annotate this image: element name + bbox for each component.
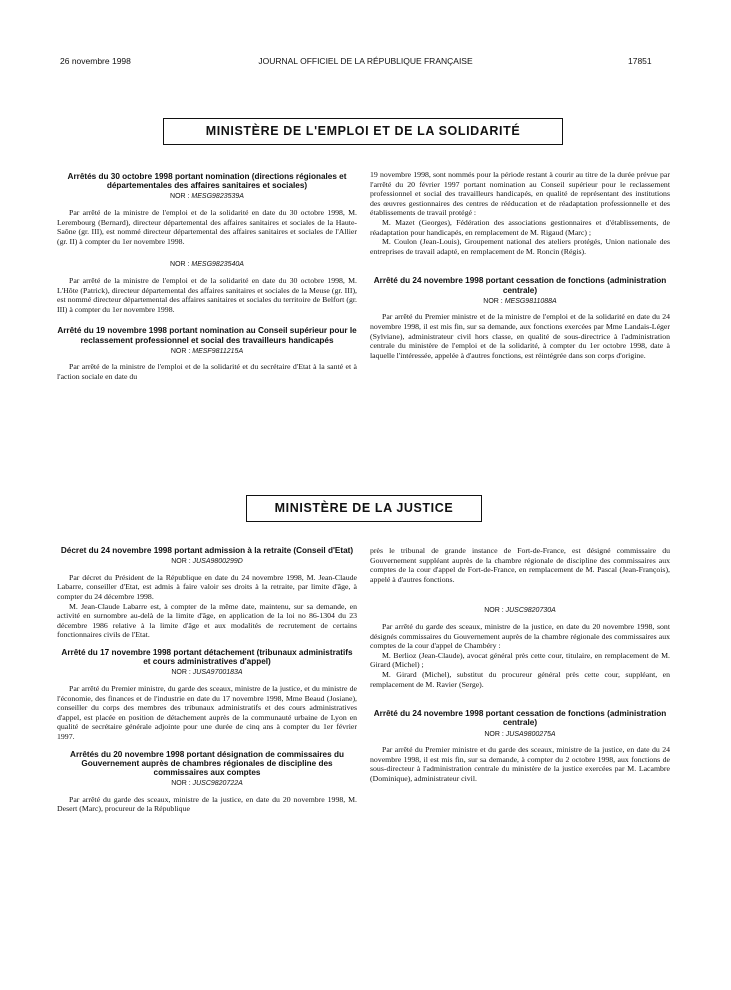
article-body: Par décret du Président de la République en date du 24 novembre 1998, M. Jean-Claude Labarre, conseiller d'Etat, est admis à faire valoir ses droits à la retraite, par limite d'âge, à compter du 24 décembre 1998. [57,572,357,601]
article-body: Par arrêté de la ministre de l'emploi et de la solidarité et du secrétaire d'Etat à la santé et à l'action sociale en date du [57,362,357,381]
article-body: Par arrêté du garde des sceaux, ministre de la justice, en date du 20 novembre 1998, sont désignés commissaires du Gouvernement auprès de la chambre régionale des commissaires aux comptes de la cour d'appel de Chambéry : [370,621,670,651]
column-left-2 [57,546,357,814]
article-body: Par arrêté du Premier ministre et du garde des sceaux, ministre de la justice, en date du 24 novembre 1998, il est mis fin, sur sa demande, à compter du 2 octobre 1998, aux fonctions de sous-directeur à l'administration centrale du ministère de la justice exercées par M. Lacambre (Dominique), administrateur civil. [370,745,670,783]
nor-reference: NOR : JUSC9820730A [484,607,556,615]
article-body: Par arrêté de la ministre de l'emploi et de la solidarité en date du 30 octobre 1998, M. Lerembourg (Bernard), directeur départemental des affaires sanitaires et sociales de la Haute-Saône (gr. III), est nommé directeur départemental des affaires sanitaires et sociales de l'Allier (gr. II) à compter du 1er novembre 1998. [57,208,357,246]
nor-reference: NOR : JUSC9820722A [171,780,243,788]
article-continuation: près le tribunal de grande instance de Fort-de-France, est désigné commissaire du Gouvernement suppléant auprès de la chambre régionale de discipline des commissaires aux comptes de la cour d'appel de Fort-de-France, en remplacement de M. Pascal (Jean-François), appelé à d'autres fonctions. [370,546,670,584]
article-title: Arrêtés du 20 novembre 1998 portant désignation de commissaires du Gouvernement auprès de chambres régionales de discipline des commissaires aux comptes [70,749,344,777]
nor-reference: NOR : MESG9823540A [170,261,244,269]
ministry-title-justice: MINISTÈRE DE LA JUSTICE [246,495,482,522]
article-body: M. Jean-Claude Labarre est, à compter de la même date, maintenu, sur sa demande, en activité en surnombre au-delà de la limite d'âge, en application de la loi no 86-1304 du 23 décembre 1986 relative à la limite d'âge et aux modalités de recrutement de certains fonctionnaires civils de l'Etat. [57,601,357,640]
article-title: Arrêté du 19 novembre 1998 portant nomination au Conseil supérieur pour le reclassement professionnel et social des travailleurs handicapés [57,326,357,345]
nor-reference: NOR : JUSA9700183A [171,669,243,677]
nor-reference: NOR : MESG9823539A [170,193,244,201]
column-left-1 [57,172,357,382]
article-title: Arrêté du 17 novembre 1998 portant détachement (tribunaux administratifs et cours administratives d'appel) [61,647,353,667]
column-right-1 [370,170,670,360]
nor-reference: NOR : JUSA9800275A [484,730,556,738]
article-body: Par arrêté du Premier ministre, du garde des sceaux, ministre de la justice, et du ministre de l'économie, des finances et de l'industrie en date du 17 novembre 1998, Mme Beaud (Josiane), conseiller du corps des membres des tribunaux administratifs et des cours administratives d'appel, est placée en position de détachement auprès de la communauté urbaine de Lyon en qualité de secrétaire générale adjointe pour une durée de cinq ans à compter du 1er février 1997. [57,683,357,741]
article-body: M. Girard (Michel), substitut du procureur général près cette cour, suppléant, en remplacement de M. Ravier (Serge). [370,669,670,689]
article-title: Arrêté du 24 novembre 1998 portant cessation de fonctions (administration centrale) [373,276,667,295]
article-title: Arrêtés du 30 octobre 1998 portant nomination (directions régionales et départementales des affaires sanitaires et sociales) [67,172,347,191]
page-number: 17851 [628,56,652,66]
article-body: M. Mazet (Georges), Fédération des associations gestionnaires et d'établissements, de réadaptation pour handicapés, en remplacement de M. Rigaud (Marc) ; [370,217,670,237]
article-title: Arrêté du 24 novembre 1998 portant cessation de fonctions (administration centrale) [373,709,667,728]
nor-reference: NOR : MESF9811215A [170,347,244,355]
article-body: M. Coulon (Jean-Louis), Groupement national des ateliers protégés, Union nationale des entreprises de travail adapté, en remplacement de M. Roncin (Régis). [370,237,670,256]
column-right-2 [370,546,670,784]
article-title: Décret du 24 novembre 1998 portant admission à la retraite (Conseil d'Etat) [60,546,354,555]
article-continuation: 19 novembre 1998, sont nommés pour la période restant à courir au titre de la durée prévue par l'arrêté du 20 février 1997 portant nomination au Conseil supérieur pour le reclassement professionnel et social des travailleurs handicapés, en qualité de représentant des institutions des œuvres gestionnaires des centres de rééducation et de réadaptation professionnelle et des établissements de travail protégé : [370,170,670,218]
article-body: Par arrêté du garde des sceaux, ministre de la justice, en date du 20 novembre 1998, M. Desert (Marc), procureur de la République [57,794,357,814]
nor-reference: NOR : MESG9811088A [483,297,557,305]
ministry-title-emploi: MINISTÈRE DE L'EMPLOI ET DE LA SOLIDARITÉ [163,118,563,145]
nor-reference: NOR : JUSA9800299D [171,558,243,566]
article-body: M. Berlioz (Jean-Claude), avocat général près cette cour, titulaire, en remplacement de M. Girard (Michel) ; [370,650,670,670]
article-body: Par arrêté du Premier ministre et de la ministre de l'emploi et de la solidarité en date du 24 novembre 1998, il est mis fin, sur sa demande, aux fonctions exercées par Mme Landais-Léger (Sylviane), administrateur civil hors classe, en qualité de sous-directrice à l'administration centrale du ministère de l'emploi et de la solidarité, à compter du 1er octobre 1998, date à laquelle l'intéressée, appelée à d'autres fonctions, est réintégrée dans son corps d'origine. [370,312,670,360]
article-body: Par arrêté de la ministre de l'emploi et de la solidarité en date du 30 octobre 1998, M. L'Hôte (Patrick), directeur départemental des affaires sanitaires et sociales de la Meuse (gr. III), est nommé directeur départemental des affaires sanitaires et sociales du territoire de Belfort (gr. III) à compter du 1er novembre 1998. [57,275,357,314]
journal-title: JOURNAL OFFICIEL DE LA RÉPUBLIQUE FRANÇAISE [258,56,473,66]
page-date: 26 novembre 1998 [60,56,131,66]
